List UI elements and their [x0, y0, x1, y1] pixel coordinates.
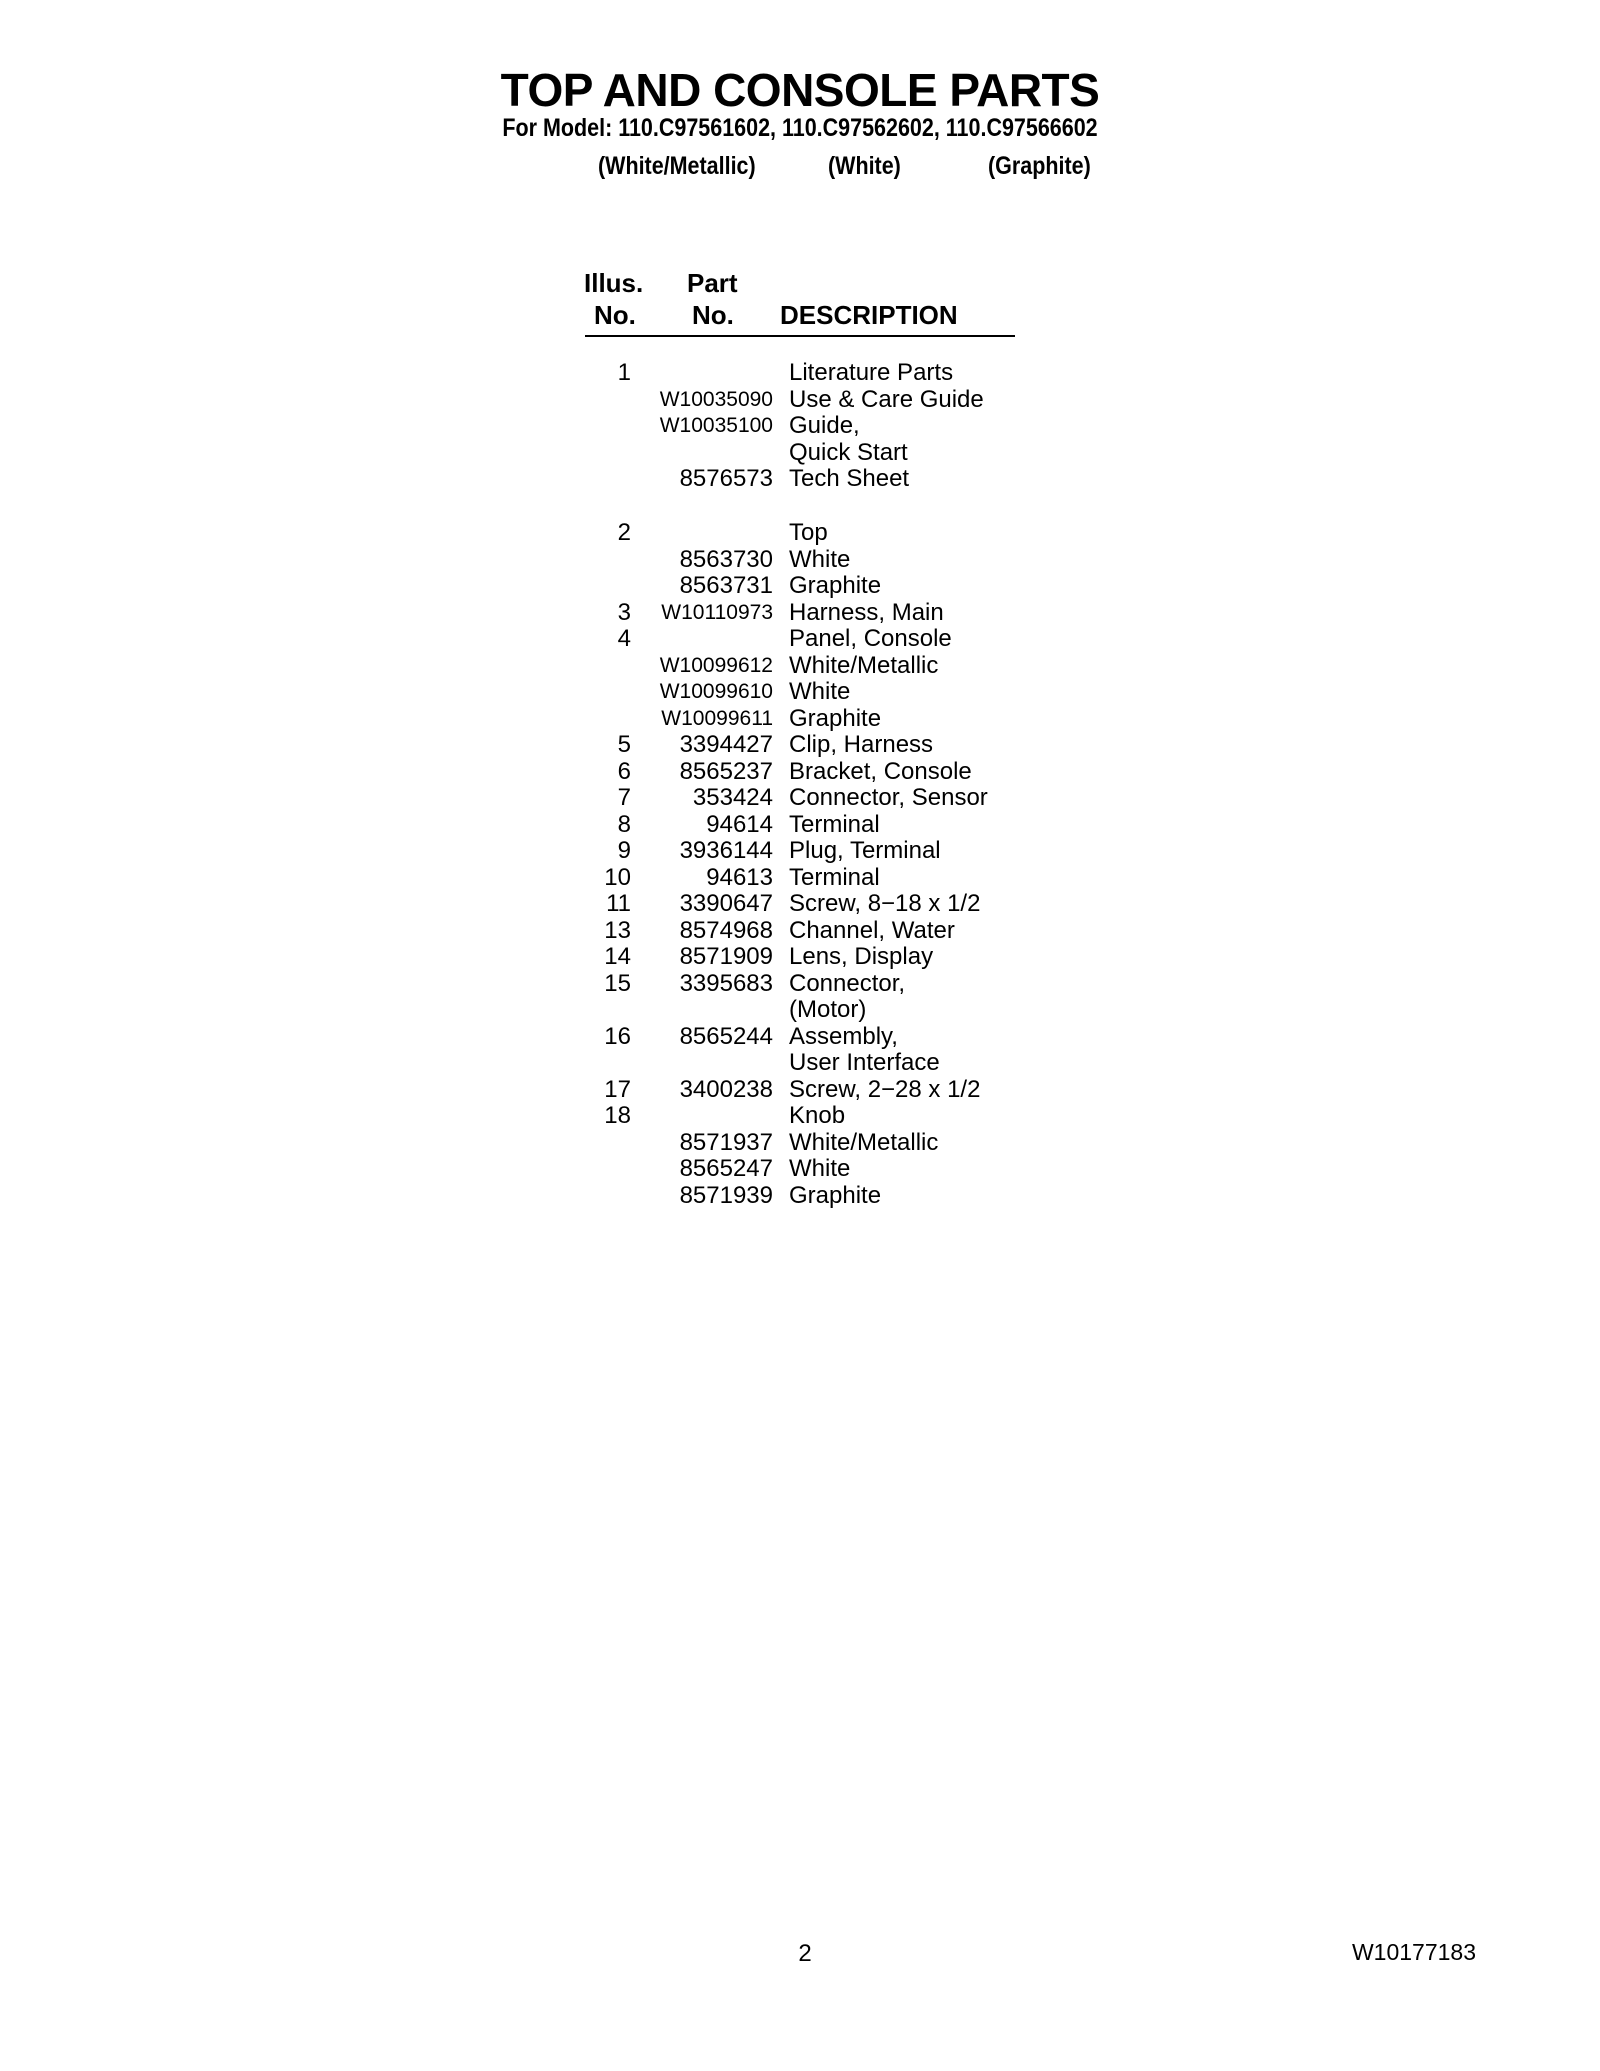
illus-number: 8	[617, 811, 631, 838]
table-row	[0, 1102, 1600, 1129]
part-description: Graphite	[789, 572, 882, 599]
illus-number: 4	[617, 625, 631, 652]
part-number: W10035100	[659, 414, 773, 437]
part-number: 94613	[706, 864, 773, 891]
model-numbers: For Model: 110.C97561602, 110.C97562602, 110.C97566602	[502, 114, 1098, 142]
part-description: Graphite	[789, 1182, 882, 1209]
table-row	[0, 811, 1600, 838]
table-row	[0, 1182, 1600, 1209]
table-row	[0, 890, 1600, 917]
part-description: Lens, Display	[789, 943, 934, 970]
part-description: Clip, Harness	[789, 731, 934, 758]
part-number: W10099612	[659, 654, 773, 677]
table-row	[0, 359, 1600, 386]
part-description: Top	[789, 519, 828, 546]
part-description: User Interface	[789, 1049, 940, 1076]
part-number: 8565237	[679, 758, 773, 785]
table-row	[0, 572, 1600, 599]
illus-number: 13	[604, 917, 631, 944]
part-number: 3394427	[679, 731, 773, 758]
illus-number: 9	[617, 837, 631, 864]
part-description: Connector,	[789, 970, 906, 997]
part-description: White	[789, 1155, 851, 1182]
part-description: Literature Parts	[789, 359, 954, 386]
table-row	[0, 970, 1600, 997]
illus-number: 14	[604, 943, 631, 970]
part-number: 353424	[692, 784, 773, 811]
illus-number: 10	[604, 864, 631, 891]
illus-number: 17	[604, 1076, 631, 1103]
table-row	[0, 864, 1600, 891]
header-underline	[585, 335, 1015, 337]
color-white-metallic: (White/Metallic)	[598, 152, 756, 180]
part-description: White	[789, 546, 851, 573]
illus-number: 5	[617, 731, 631, 758]
part-description: Use & Care Guide	[789, 386, 984, 413]
header-illus: Illus.	[584, 268, 644, 298]
table-row	[0, 837, 1600, 864]
table-row	[0, 784, 1600, 811]
part-description: Tech Sheet	[789, 465, 910, 492]
part-number: W10099610	[659, 680, 773, 703]
part-description: White	[789, 678, 851, 705]
illus-number: 1	[617, 359, 631, 386]
table-row	[0, 546, 1600, 573]
table-row	[0, 731, 1600, 758]
model-colors	[0, 150, 1600, 182]
table-row	[0, 1023, 1600, 1050]
table-row	[0, 758, 1600, 785]
part-number: 3400238	[679, 1076, 773, 1103]
page-number: 2	[798, 1940, 812, 1967]
illus-number: 2	[617, 519, 631, 546]
part-description: Bracket, Console	[789, 758, 972, 785]
part-number: W10035090	[659, 388, 773, 411]
part-number: 8571909	[679, 943, 773, 970]
part-description: Harness, Main	[789, 599, 944, 626]
part-description: Terminal	[789, 864, 880, 891]
header-illus-no: No.	[594, 300, 636, 330]
table-row	[0, 465, 1600, 492]
table-row	[0, 1049, 1600, 1076]
table-row	[0, 1076, 1600, 1103]
part-description: White/Metallic	[789, 652, 939, 679]
table-row	[0, 1129, 1600, 1156]
color-white: (White)	[828, 152, 901, 180]
part-description: Connector, Sensor	[789, 784, 988, 811]
part-description: Graphite	[789, 705, 882, 732]
part-description: (Motor)	[789, 996, 867, 1023]
table-row	[0, 996, 1600, 1023]
part-number: 8563730	[679, 546, 773, 573]
part-description: White/Metallic	[789, 1129, 939, 1156]
part-number: 8571937	[679, 1129, 773, 1156]
part-description: Knob	[789, 1102, 846, 1129]
table-row	[0, 652, 1600, 679]
part-number: W10099611	[661, 707, 773, 730]
page-title: TOP AND CONSOLE PARTS	[500, 64, 1100, 116]
table-row	[0, 943, 1600, 970]
part-description: Channel, Water	[789, 917, 955, 944]
illus-number: 11	[606, 890, 631, 917]
table-row	[0, 599, 1600, 626]
header-part: Part	[687, 268, 738, 298]
header-description: DESCRIPTION	[780, 300, 958, 330]
part-description: Guide,	[789, 412, 860, 439]
part-description: Terminal	[789, 811, 880, 838]
header-part-no: No.	[692, 300, 734, 330]
part-number: 3390647	[679, 890, 773, 917]
table-row	[0, 678, 1600, 705]
part-description: Plug, Terminal	[789, 837, 941, 864]
part-number: 8563731	[679, 572, 773, 599]
part-description: Panel, Console	[789, 625, 952, 652]
part-description: Assembly,	[789, 1023, 898, 1050]
illus-number: 3	[617, 599, 631, 626]
illus-number: 16	[604, 1023, 631, 1050]
part-number: 8571939	[679, 1182, 773, 1209]
table-row	[0, 439, 1600, 466]
part-number: 8565244	[679, 1023, 773, 1050]
part-number: W10110973	[661, 601, 773, 624]
part-description: Quick Start	[789, 439, 908, 466]
part-number: 8574968	[679, 917, 773, 944]
table-row	[0, 519, 1600, 546]
part-number: 8576573	[679, 465, 773, 492]
table-row	[0, 386, 1600, 413]
part-description: Screw, 2−28 x 1/2	[789, 1076, 981, 1103]
table-row	[0, 412, 1600, 439]
part-number: 94614	[706, 811, 773, 838]
illus-number: 18	[604, 1102, 631, 1129]
table-row	[0, 1155, 1600, 1182]
table-row	[0, 705, 1600, 732]
document-number: W10177183	[1351, 1939, 1476, 1965]
table-row	[0, 917, 1600, 944]
part-description: Screw, 8−18 x 1/2	[789, 890, 981, 917]
part-number: 3936144	[679, 837, 773, 864]
part-number: 8565247	[679, 1155, 773, 1182]
illus-number: 7	[617, 784, 631, 811]
illus-number: 6	[617, 758, 631, 785]
illus-number: 15	[604, 970, 631, 997]
color-graphite: (Graphite)	[988, 152, 1091, 180]
table-row	[0, 625, 1600, 652]
part-number: 3395683	[679, 970, 773, 997]
